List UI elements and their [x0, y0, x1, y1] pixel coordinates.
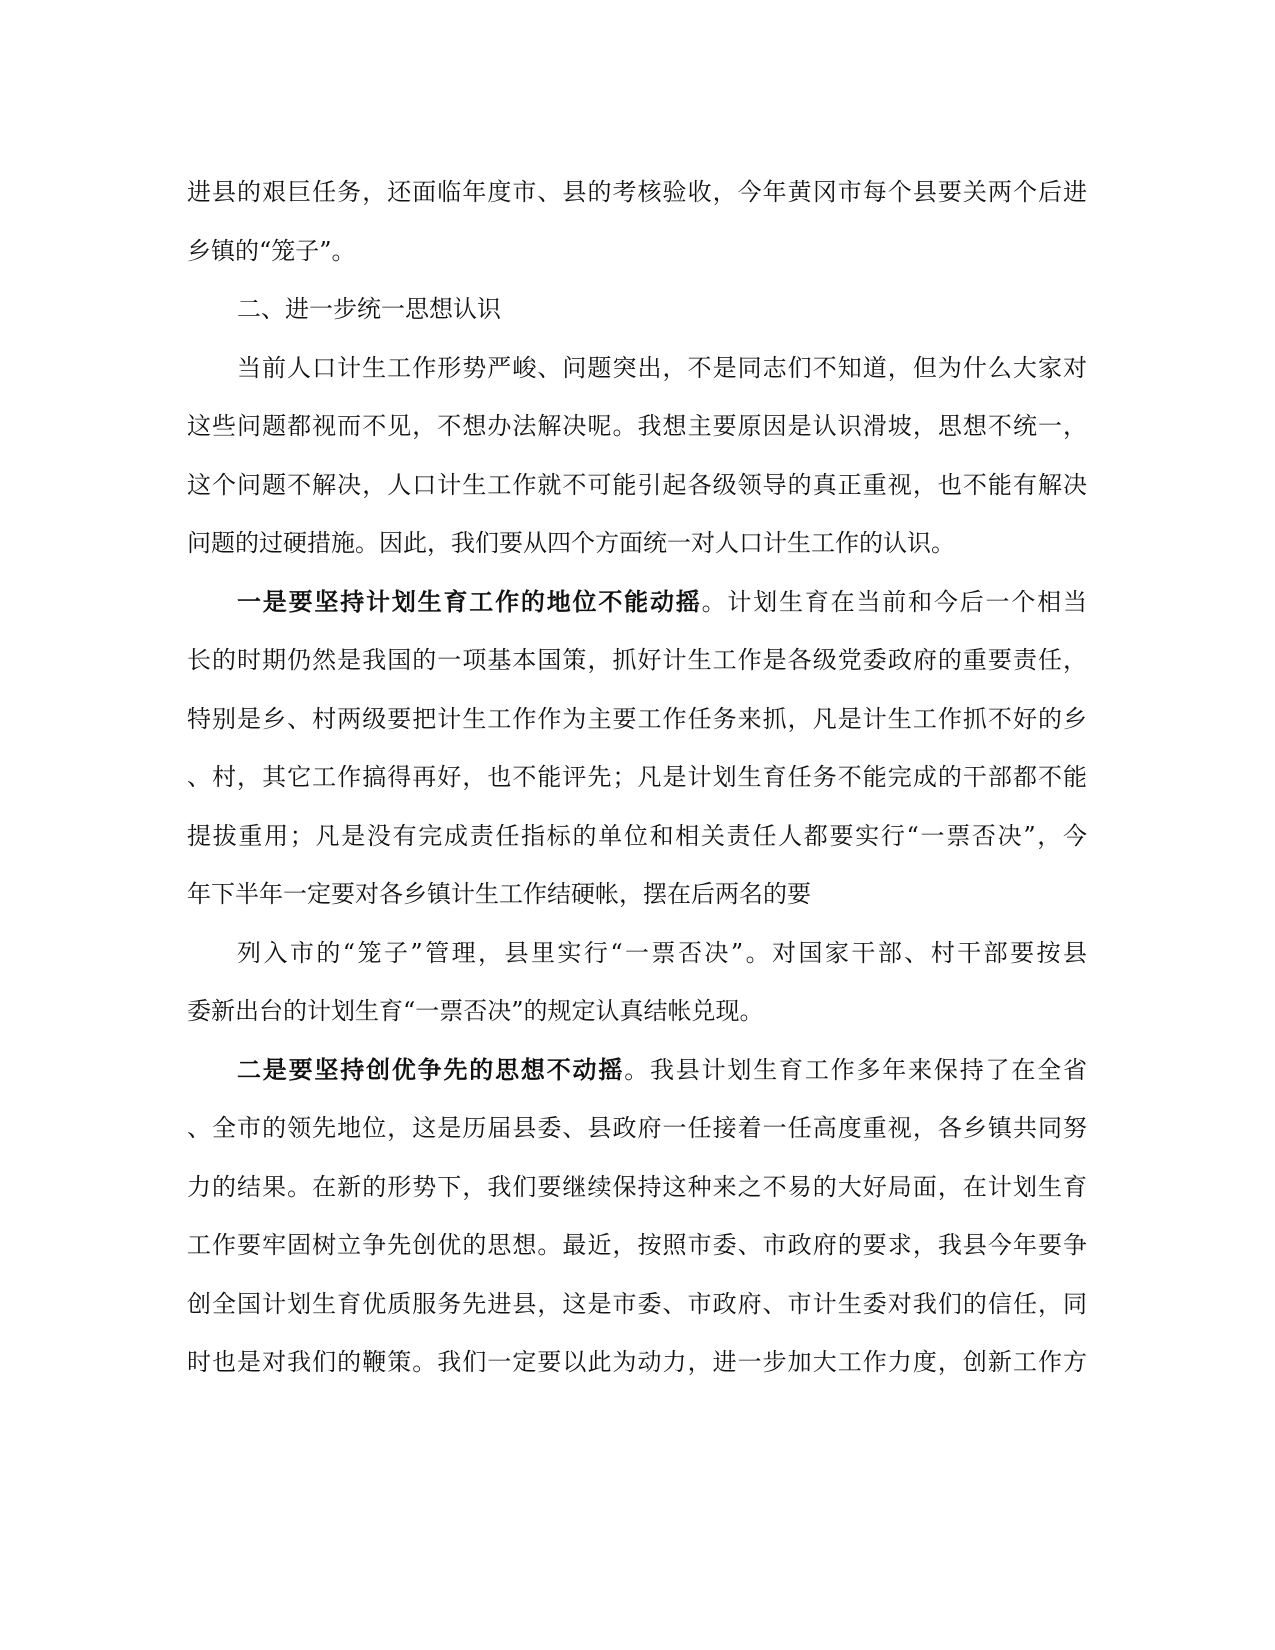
text-line: 力的结果。在新的形势下，我们要继续保持这种来之不易的大好局面，在计划生育 — [187, 1172, 1087, 1201]
text-line: 创全国计划生育优质服务先进县，这是市委、市政府、市计生委对我们的信任，同 — [187, 1289, 1087, 1318]
text-line — [187, 1041, 1087, 1100]
text-line: 年下半年一定要对各乡镇计生工作结硬帐，摆在后两名的要 — [187, 880, 811, 908]
text-line: 问题的过硬措施。因此，我们要从四个方面统一对人口计生工作的认识。 — [187, 529, 955, 557]
text-line: 进县的艰巨任务，还面临年度市、县的考核验收，今年黄冈市每个县要关两个后进 — [187, 178, 1087, 206]
section-heading: 二、进一步统一思想认识 — [237, 295, 501, 323]
text-line: 时也是对我们的鞭策。我们一定要以此为动力，进一步加大工作力度，创新工作方 — [187, 1348, 1087, 1376]
text-line: 这个问题不解决，人口计生工作就不可能引起各级领导的真正重视，也不能有解决 — [187, 470, 1087, 499]
text-line: 乡镇的“笼子”。 — [187, 236, 356, 265]
bold-lead-phrase: 一是要坚持计划生育工作的地位不能动摇 — [237, 586, 702, 616]
bold-lead-phrase: 二是要坚持创优争先的思想不动摇 — [237, 1054, 625, 1084]
text-line: 提拔重用；凡是没有完成责任指标的单位和相关责任人都要实行“一票否决”，今 — [187, 821, 1087, 850]
text-line: 、村，其它工作搞得再好，也不能评先；凡是计划生育任务不能完成的干部都不能 — [187, 763, 1087, 791]
text-line: 列入市的“笼子”管理，县里实行“一票否决”。对国家干部、村干部要按县 — [237, 938, 1087, 967]
text-line: 工作要牢固树立争先创优的思想。最近，按照市委、市政府的要求，我县今年要争 — [187, 1231, 1087, 1259]
text-run: 。计划生育在当前和今后一个相当 — [701, 587, 1087, 616]
text-line: 委新出台的计划生育“一票否决”的规定认真结帐兑现。 — [187, 997, 764, 1025]
text-line: 这些问题都视而不见，不想办法解决呢。我想主要原因是认识滑坡，思想不统一， — [187, 412, 1087, 440]
text-line: 长的时期仍然是我国的一项基本国策，抓好计生工作是各级党委政府的重要责任， — [187, 646, 1087, 674]
text-line: 特别是乡、村两级要把计生工作作为主要工作任务来抓，凡是计生工作抓不好的乡 — [187, 704, 1087, 733]
text-line — [187, 573, 1087, 632]
text-line: 、全市的领先地位，这是历届县委、县政府一任接着一任高度重视，各乡镇共同努 — [187, 1114, 1087, 1142]
text-line: 当前人口计生工作形势严峻、问题突出，不是同志们不知道，但为什么大家对 — [237, 353, 1087, 382]
text-run: 。我县计划生育工作多年来保持了在全省 — [624, 1055, 1087, 1084]
document-body — [187, 163, 1087, 1392]
